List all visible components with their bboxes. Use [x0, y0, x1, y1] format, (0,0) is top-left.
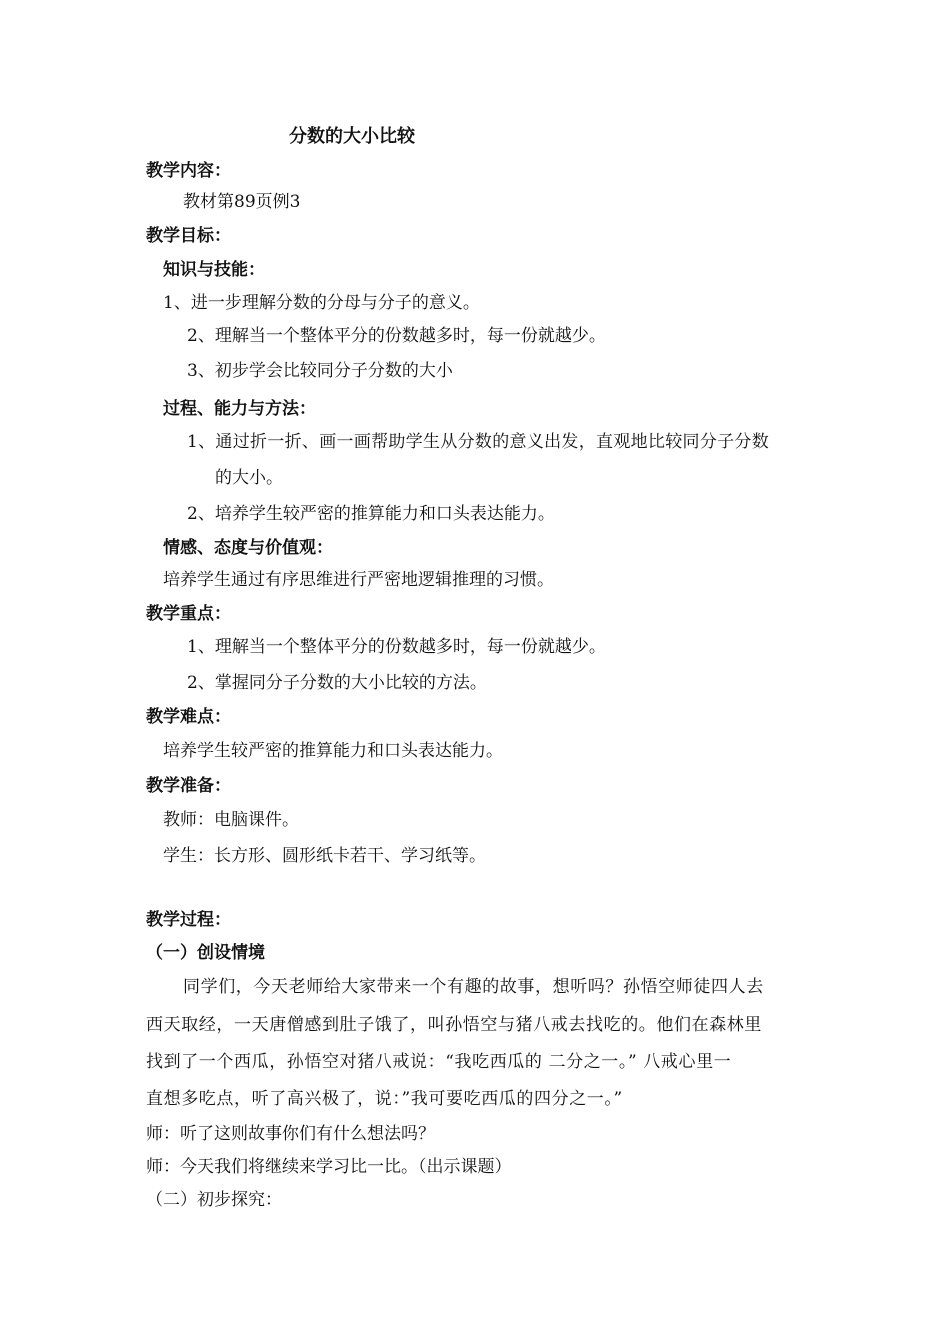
teacher-line-1: 师：听了这则故事你们有什么想法吗？: [146, 1124, 435, 1144]
story-line-2: 西天取经，一天唐僧感到肚子饿了，叫孙悟空与猪八戒去找吃的。他们在森林里: [146, 1015, 762, 1035]
document-title: 分数的大小比较: [289, 126, 415, 147]
teaching-process-heading: 教学过程：: [146, 910, 231, 930]
difficulties-text: 培养学生较严密的推算能力和口头表达能力。: [163, 741, 503, 761]
preparation-student: 学生：长方形、圆形纸卡若干、学习纸等。: [163, 846, 486, 866]
knowledge-item-3: 3、初步学会比较同分子分数的大小: [187, 361, 453, 381]
attitude-text: 培养学生通过有序思维进行严密地逻辑推理的习惯。: [163, 570, 554, 590]
story-line-1: 同学们，今天老师给大家带来一个有趣的故事，想听吗？孙悟空师徒四人去: [183, 977, 764, 997]
story-line-4: 直想多吃点，听了高兴极了，说：”我可要吃西瓜的四分之一。”: [146, 1089, 623, 1109]
process-item-1-line-1: 1、通过折一折、画一画帮助学生从分数的意义出发，直观地比较同分子分数: [187, 432, 770, 452]
key-points-heading: 教学重点：: [146, 604, 231, 624]
attitude-heading: 情感、态度与价值观：: [163, 538, 333, 558]
objectives-heading: 教学目标：: [146, 226, 231, 246]
knowledge-item-2: 2、理解当一个整体平分的份数越多时，每一份就越少。: [187, 326, 606, 346]
knowledge-heading: 知识与技能：: [163, 260, 265, 280]
knowledge-item-1: 1、进一步理解分数的分母与分子的意义。: [163, 293, 480, 313]
difficulties-heading: 教学难点：: [146, 707, 231, 727]
teacher-line-2: 师：今天我们将继续来学习比一比。（出示课题）: [146, 1157, 512, 1177]
story-line-3: 找到了一个西瓜，孙悟空对猪八戒说：“我吃西瓜的 二分之一。” 八戒心里一: [146, 1052, 732, 1072]
content-text: 教材第89页例3: [183, 192, 301, 212]
process-item-2: 2、培养学生较严密的推算能力和口头表达能力。: [187, 504, 555, 524]
content-heading: 教学内容：: [146, 161, 231, 181]
preparation-teacher: 教师：电脑课件。: [163, 810, 299, 830]
process-heading: 过程、能力与方法：: [163, 399, 316, 419]
key-point-1: 1、理解当一个整体平分的份数越多时，每一份就越少。: [187, 637, 606, 657]
preparation-heading: 教学准备：: [146, 776, 231, 796]
key-point-2: 2、掌握同分子分数的大小比较的方法。: [187, 673, 487, 693]
part-1-heading: （一）创设情境: [146, 943, 265, 963]
process-item-1-line-2: 的大小。: [215, 468, 283, 488]
part-2-heading: （二）初步探究：: [146, 1190, 282, 1210]
